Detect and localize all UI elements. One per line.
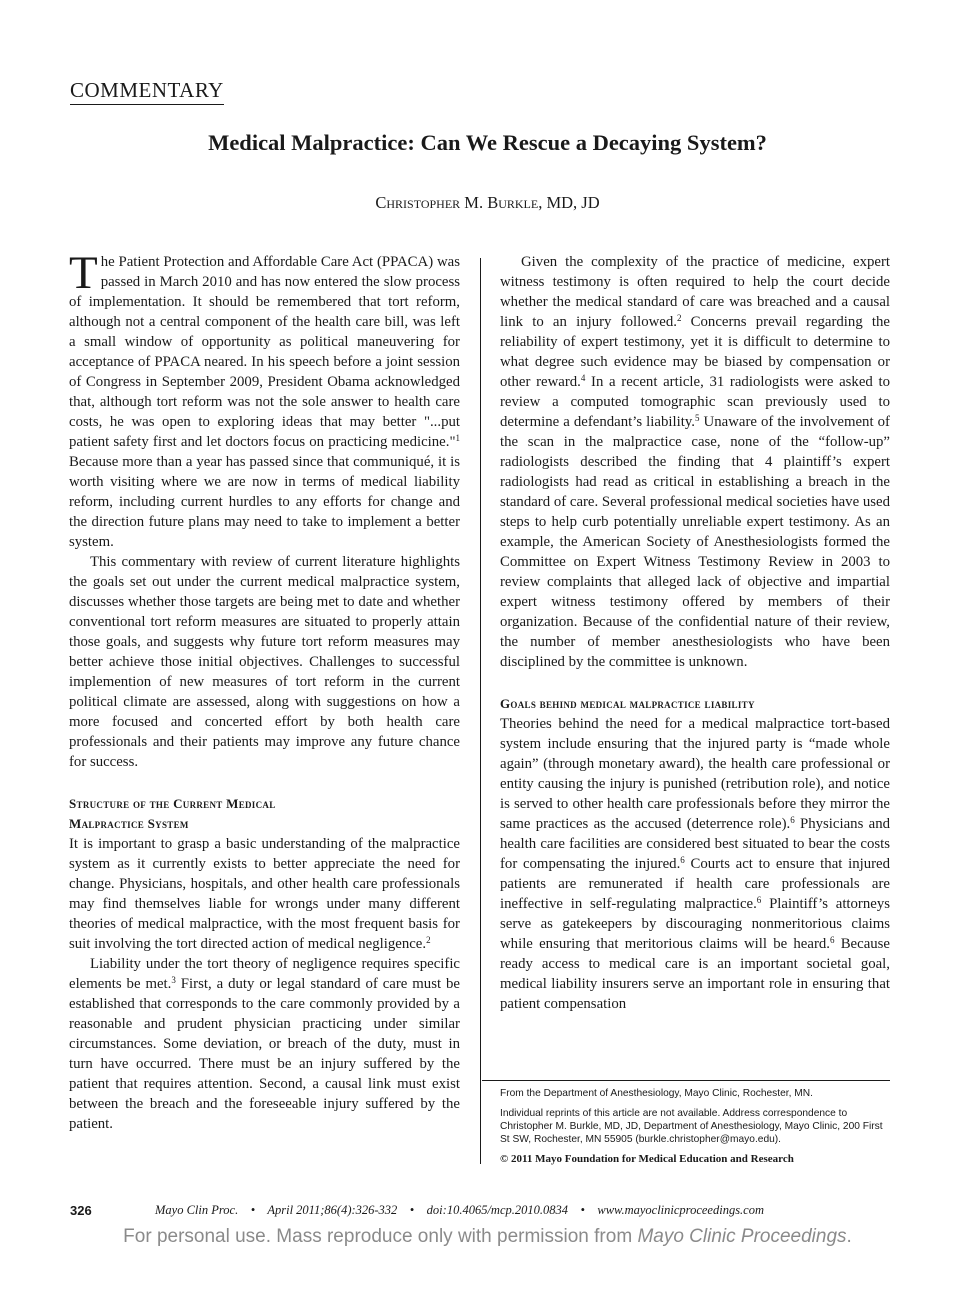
ref-marker: 3 <box>171 975 176 985</box>
right-column <box>500 252 890 1014</box>
author-byline: Christopher M. Burkle, MD, JD <box>375 193 600 212</box>
paragraph: This commentary with review of current literature highlights the goals set out under the current medical malpractice system, discusses whether those targets are being met to date and whether conventional tort reform measures are situated to properly attain those goals, and suggests why future tort reform measures may better achieve those initial objectives. Challenges to successful implemention of new measures of tort reform in the current political climate are assessed, along with suggestions on how a more focused and concerted effort by both health care professionals and their patients may improve any future chance for success. <box>69 554 460 770</box>
reprints-note: Individual reprints of this article are not available. Address correspondence to Christopher M. Burkle, MD, JD, Department of Anesthesiology, Mayo Clinic, 200 First St SW, Rochester, MN 55905 (burkle.christopher@mayo.edu). <box>500 1108 883 1145</box>
page-number: 326 <box>70 1203 92 1218</box>
affiliation-note: From the Department of Anesthesiology, Mayo Clinic, Rochester, MN. <box>500 1088 813 1099</box>
ref-marker: 6 <box>756 895 762 905</box>
drop-cap: T <box>69 247 98 299</box>
ref-marker: 6 <box>680 855 685 865</box>
left-column <box>69 247 460 1134</box>
paragraph: Liability under the tort theory of negligence requires specific elements be met.$^3$ First, a duty or legal standard of care must be established that corresponds to the care commonly provided by a reasonable and prudent physician practicing under similar circumstances. Some deviation, or breach of the duty, must in turn have occurred. There must be an injury suffered by the patient that requires attention. Second, a causal link must exist between the breach and the foreseeable injury suffered by the patient. <box>69 956 460 1132</box>
ref-marker: 6 <box>829 935 835 945</box>
footnotes <box>500 1087 892 1173</box>
paragraph: Given the complexity of the practice of medicine, expert witness testimony is often required to help the court decide whether the medical standard of care was breached and a causal link to an injury followed.$^2$ Concerns prevail regarding the reliability of expert testimony, yet it is difficult to determine to what degree such evidence may be biased by compensation or other reward.$^4$ In a recent article, 31 radiologists were asked to review a computed tomographic scan previously used to determine a defendant’s liability.$^5$ Unaware of the involvement of the scan in the malpractice case, none of the “follow-up” radiologists described the finding that 4 plaintiff’s expert radiologists had read as critical in establishing a breach in the standard of care. Several professional medical societies have used steps to help curb potentially unreliable expert testimony. As an example, the American Society of Anesthesiologists formed the Committee on Expert Witness Testimony Review in 2003 to review complaints that alleged lack of objective and impartial expert witness testimony offered by members of their organization. Because of the confidential nature of their review, the number of member anesthesiologists who have been disciplined by the committee is unknown. <box>500 254 890 670</box>
paragraph: Theories behind the need for a medical malpractice tort-based system include ensuring that the injured party is “made whole again” (through monetary award), the health care professional or entity causing the injury is punished (retribution role), and notice is served to other health care professionals before they mirror the same practices as the accused (deterrence role).$^6$ Physicians and health care facilities are considered best situated to bear the costs for compensating the injured.$^6$ Courts act to ensure that injured patients are remunerated if health care professionals are ineffective in self-regulating malpractice.$^6$ Plaintiff’s attorneys serve as gatekeepers by discouraging nonmeritorious claims while ensuring that meritorious claims will be heard.$^6$ Because ready access to medical care is an important societal goal, medical liability insurers serve an important role in ensuring that patient compensation <box>500 716 890 1012</box>
section-label: COMMENTARY <box>70 78 224 105</box>
ref-marker: 1 <box>455 433 460 443</box>
ref-marker: 2 <box>676 313 682 323</box>
permission-notice: For personal use. Mass reproduce only with permission from Mayo Clinic Proceedings. <box>123 1226 852 1247</box>
section-heading: Goals behind medical malpractice liability <box>500 696 755 711</box>
copyright-note: © 2011 Mayo Foundation for Medical Education and Research <box>500 1153 794 1165</box>
paragraph: It is important to grasp a basic understanding of the malpractice system as it currently exists to better appreciate the need for change. Physicians, hospitals, and other health care professionals may find themselves liable for wrongs under many different theories of medical malpractice, with the most frequent basis for suit involving the tort directed action of medical negligence.$^2$ <box>69 836 460 952</box>
ref-marker: 2 <box>426 935 431 945</box>
intro-paragraph: The Patient Protection and Affordable Care Act (PPACA) was passed in March 2010 and has now entered the slow process of implementation. It should be remembered that tort reform, although not a central component of the health care bill, was left a small window of opportunity as political maneuvering for acceptance of PPACA neared. In his speech before a joint session of Congress in September 2009, President Obama acknowledged that, although tort reform was not the sole answer to health care costs, he was open to exploring ideas that may better "...put patient safety first and let doctors focus on practicing medicine."$^1$ Because more than a year has passed since that communiqué, it is worth visiting where we are now in terms of medical liability reform, including current hurdles to any efforts for change and the direction future plans may need to take to implement a better system. <box>69 247 460 550</box>
journal-citation: Mayo Clin Proc. • April 2011;86(4):326-332 • doi:10.4065/mcp.2010.0834 • www.mayoclinicproceedings.com <box>155 1203 765 1217</box>
footnote-rule <box>482 1080 890 1081</box>
ref-marker: 5 <box>694 413 700 423</box>
ref-marker: 6 <box>790 815 795 825</box>
column-divider <box>480 258 481 1164</box>
section-heading: Structure of the Current Medical Malpractice System <box>69 796 276 831</box>
ref-marker: 4 <box>580 373 586 383</box>
article-title: Medical Malpractice: Can We Rescue a Decaying System? <box>208 130 767 155</box>
